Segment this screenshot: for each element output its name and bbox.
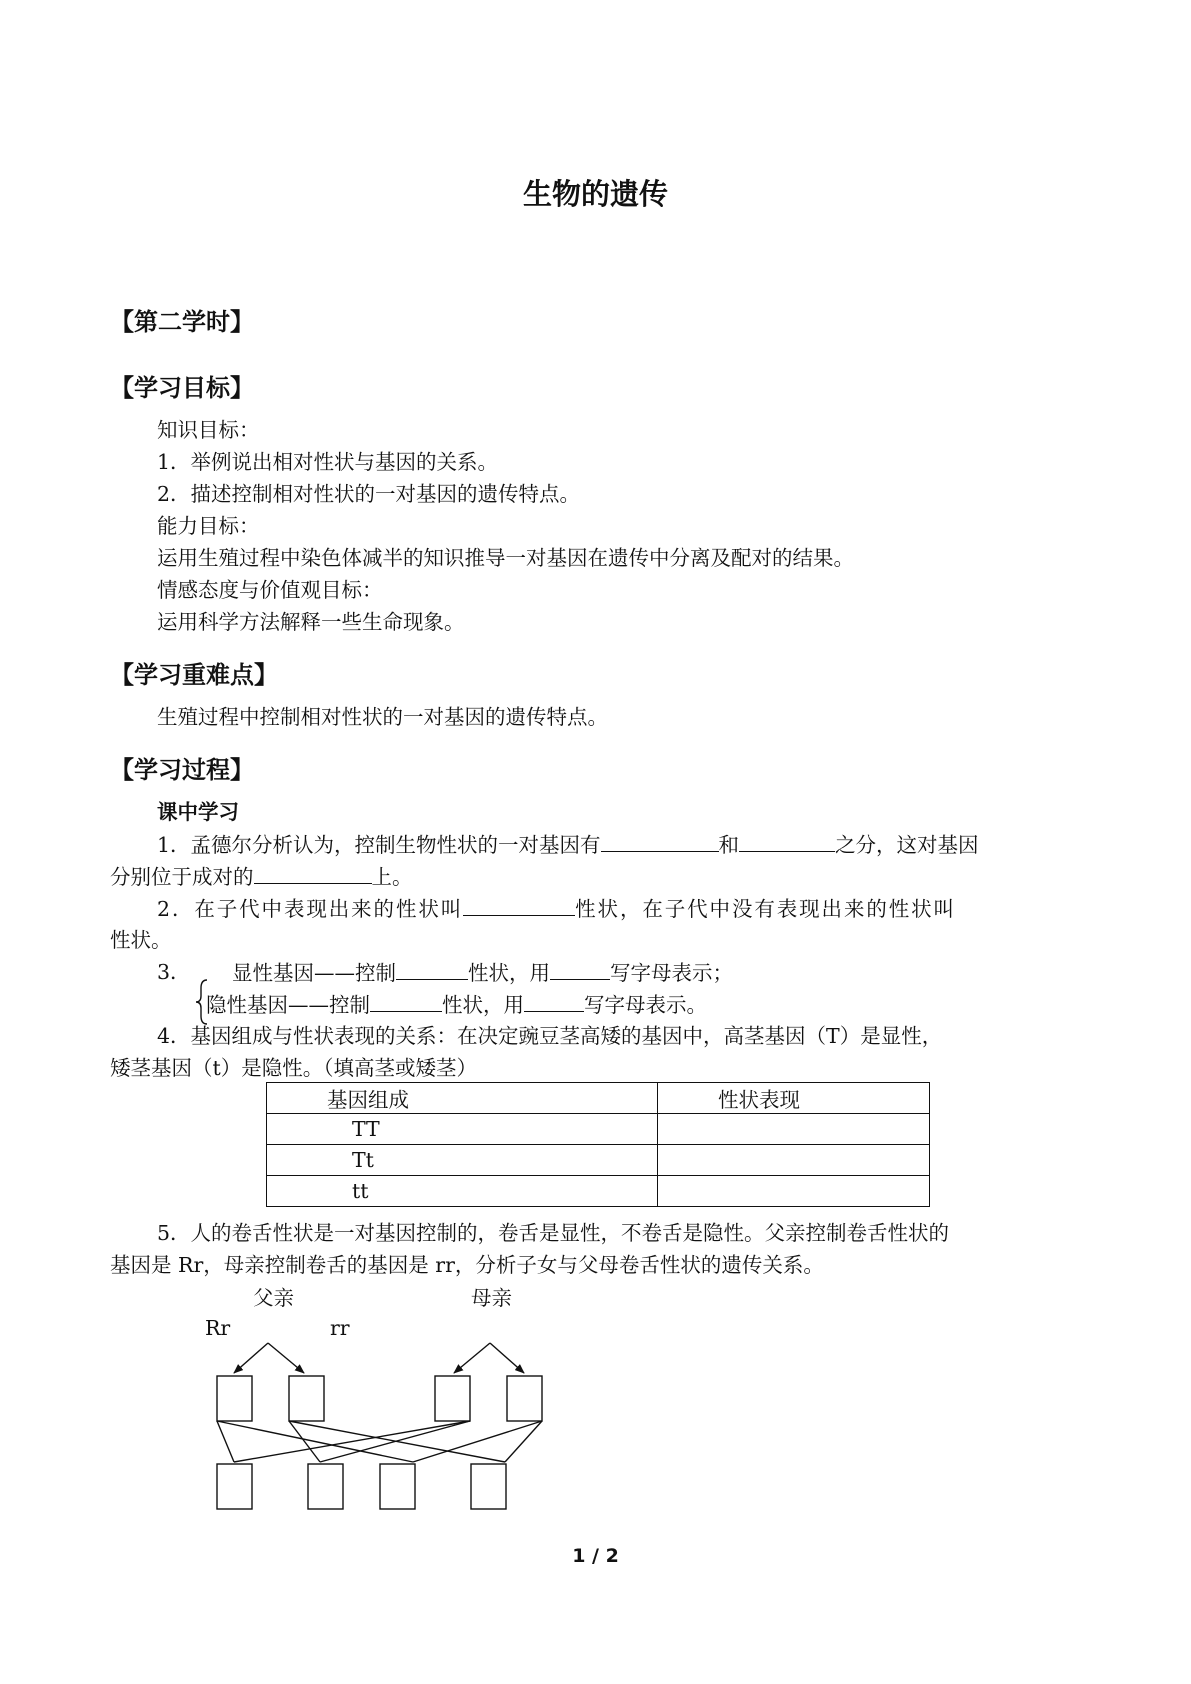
mother-genotype: rr [330, 1316, 350, 1340]
mother-label: 母亲 [471, 1286, 512, 1310]
q1-text-e: 上。 [371, 865, 413, 889]
q3-blank-2[interactable] [550, 957, 610, 980]
inheritance-diagram [190, 1330, 560, 1530]
objective-a1: 运用生殖过程中染色体减半的知识推导一对基因在遗传中分离及配对的结果。 [157, 546, 854, 570]
question-3-line1 [232, 957, 733, 988]
objective-k1: 1．举例说出相对性状与基因的关系。 [157, 450, 499, 474]
table-cell-phenotype-answer[interactable] [658, 1145, 930, 1176]
heading-key-points: 【学习重难点】 [110, 661, 278, 689]
heading-period: 【第二学时】 [110, 308, 254, 336]
table-cell-genotype: Tt [267, 1145, 658, 1176]
table-row [267, 1176, 930, 1207]
q3-l2-text-a: 隐性基因——控制 [206, 993, 370, 1017]
objective-e1: 运用科学方法解释一些生命现象。 [157, 610, 465, 634]
table-row [267, 1114, 930, 1145]
q3-l1-text-a: 显性基因——控制 [232, 961, 396, 985]
cross-line [320, 1421, 470, 1462]
mother-arrow-left [454, 1343, 490, 1373]
q3-number: 3． [157, 960, 191, 984]
q3-blank-3[interactable] [370, 989, 442, 1012]
question-1-line1 [157, 829, 979, 860]
father-arrow-right [268, 1343, 304, 1373]
genotype-table [266, 1082, 930, 1207]
q2-text-c: 性状。 [110, 928, 172, 952]
heading-process: 【学习过程】 [110, 756, 254, 784]
page-number: 1 / 2 [572, 1545, 619, 1567]
question-3-line2 [206, 989, 707, 1020]
cross-line [217, 1421, 234, 1462]
father-arrow-left [234, 1343, 268, 1373]
q2-text-b: 性状，在子代中没有表现出来的性状叫 [575, 897, 956, 921]
q3-l2-text-c: 写字母表示。 [584, 993, 707, 1017]
q2-blank-1[interactable] [463, 893, 575, 916]
table-header-genotype: 基因组成 [267, 1083, 658, 1114]
question-1-line2 [110, 861, 413, 892]
gamete-box-mother-2[interactable] [507, 1376, 542, 1421]
q3-l1-text-c: 写字母表示； [610, 961, 733, 985]
ability-label: 能力目标： [157, 514, 260, 538]
father-genotype: Rr [205, 1316, 231, 1340]
question-2-line1 [157, 893, 956, 924]
q1-text-a: 1．孟德尔分析认为，控制生物性状的一对基因有 [157, 833, 601, 857]
emotion-label: 情感态度与价值观目标： [157, 578, 383, 602]
key-points-text: 生殖过程中控制相对性状的一对基因的遗传特点。 [157, 705, 608, 729]
table-row [267, 1145, 930, 1176]
q3-l2-text-b: 性状，用 [442, 993, 524, 1017]
table-cell-genotype: TT [267, 1114, 658, 1145]
gamete-box-mother-1[interactable] [435, 1376, 470, 1421]
q4-text-a: 4．基因组成与性状表现的关系：在决定豌豆茎高矮的基因中，高茎基因（T）是显性， [157, 1024, 943, 1048]
q1-text-b: 和 [718, 833, 740, 857]
q1-blank-1[interactable] [601, 829, 719, 852]
q5-text-a: 5．人的卷舌性状是一对基因控制的，卷舌是显性，不卷舌是隐性。父亲控制卷舌性状的 [157, 1221, 950, 1245]
q3-l1-text-b: 性状，用 [468, 961, 550, 985]
gamete-box-father-1[interactable] [217, 1376, 252, 1421]
q3-blank-1[interactable] [396, 957, 468, 980]
q4-text-b: 矮茎基因（t）是隐性。（填高茎或矮茎） [110, 1056, 477, 1080]
offspring-box-1[interactable] [217, 1464, 252, 1509]
offspring-box-4[interactable] [471, 1464, 506, 1509]
q1-blank-2[interactable] [739, 829, 835, 852]
page-title: 生物的遗传 [522, 177, 668, 211]
table-header-phenotype: 性状表现 [658, 1083, 930, 1114]
offspring-box-3[interactable] [380, 1464, 415, 1509]
table-cell-genotype: tt [267, 1176, 658, 1207]
q5-text-b: 基因是 Rr，母亲控制卷舌的基因是 rr，分析子女与父母卷舌性状的遗传关系。 [110, 1253, 824, 1277]
objective-k2: 2．描述控制相对性状的一对基因的遗传特点。 [157, 482, 581, 506]
knowledge-label: 知识目标： [157, 418, 260, 442]
table-cell-phenotype-answer[interactable] [658, 1114, 930, 1145]
q1-blank-3[interactable] [254, 861, 372, 884]
q2-text-a: 2．在子代中表现出来的性状叫 [157, 897, 464, 921]
q3-blank-4[interactable] [524, 989, 584, 1012]
table-header-row [267, 1083, 930, 1114]
father-label: 父亲 [253, 1286, 294, 1310]
q1-text-c: 之分，这对基因 [835, 833, 979, 857]
mother-arrow-right [490, 1343, 524, 1373]
offspring-box-2[interactable] [308, 1464, 343, 1509]
q1-text-d: 分别位于成对的 [110, 865, 254, 889]
heading-objectives: 【学习目标】 [110, 374, 254, 402]
gamete-box-father-2[interactable] [289, 1376, 324, 1421]
table-cell-phenotype-answer[interactable] [658, 1176, 930, 1207]
sub-heading-in-class: 课中学习 [157, 800, 239, 824]
